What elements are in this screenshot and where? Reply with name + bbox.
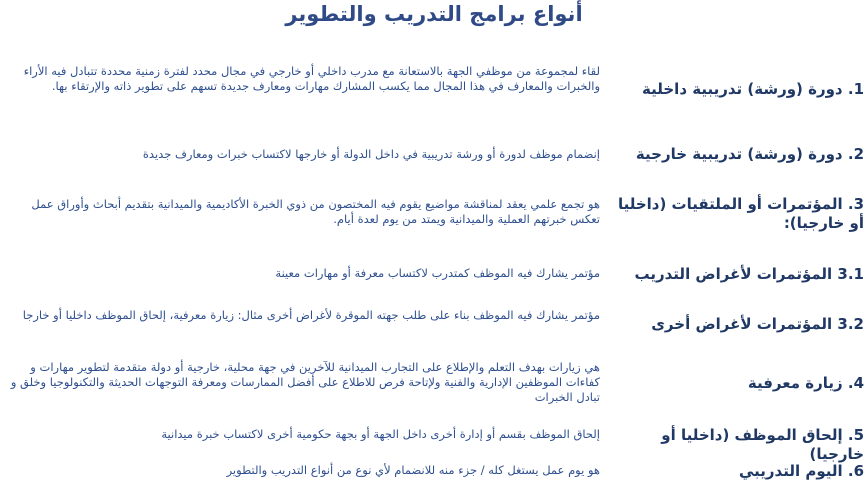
item-description: مؤتمر يشارك فيه الموظف كمتدرب لاكتساب معرفة أو مهارات معينة (275, 266, 600, 280)
item-description: لقاء لمجموعة من موظفي الجهة بالاستعانة مع مدرب داخلي أو خارجي في مجال محدد لفترة زمنية محددة تتبادل فيه الأراء والخبرات والمعارف في هذا المجال مما يكسب المشارك مهارات ومعارف جديدة تسهم على تطوير ذاته والإرتقاء بها. (23, 64, 600, 93)
item-term: 4. زيارة معرفية (747, 374, 864, 392)
item-term: 6. اليوم التدريبي (738, 462, 864, 480)
item-term: 5. إلحاق الموظف (داخليا أو خارجيا) (661, 426, 864, 463)
item-term: 1. دورة (ورشة) تدريبية داخلية (642, 80, 864, 98)
item-term: 3. المؤتمرات أو الملتقيات (داخليا أو خارجيا): (617, 195, 864, 232)
item-term: 2. دورة (ورشة) تدريبية خارجية (635, 145, 864, 163)
item-description: هو تجمع علمي يعقد لمناقشة مواضيع يقوم فيه المختصون من ذوي الخبرة الأكاديمية والميدانية بتقديم أبحاث وأوراق عمل تعكس خبرتهم العملية والميدانية ويمتد من يوم لعدة أيام. (31, 197, 600, 226)
item-description: هي زيارات بهدف التعلم والإطلاع على التجارب الميدانية للآخرين في جهة محلية، خارجية أو دولة متقدمة لتطوير مهارات و كفاءات الموظفين الإدارية والفنية ولإتاحة فرص للاطلاع على أفضل الممارسات ومعرفة التوجهات الحديثة والتكنولوجيا وخلق و تبادل الخبرات (10, 360, 600, 404)
item-description: إلحاق الموظف بقسم أو إدارة أخرى داخل الجهة أو بجهة حكومية أخرى لاكتساب خبرة ميدانية (161, 427, 600, 441)
item-description: مؤتمر يشارك فيه الموظف بناء على طلب جهته الموقرة لأغراض أخرى مثال: زيارة معرفية، إلحاق الموظف داخليا أو خارجا (22, 308, 600, 322)
page-title: أنواع برامج التدريب والتطوير (285, 2, 583, 26)
item-description: هو يوم عمل يستغل كله / جزء منه للانضمام لأي نوع من أنواع التدريب والتطوير (226, 463, 600, 477)
item-term: 3.1 المؤتمرات لأغراض التدريب (634, 265, 864, 283)
item-description: إنضمام موظف لدورة أو ورشة تدريبية في داخل الدولة أو خارجها لاكتساب خبرات ومعارف جديدة (142, 147, 600, 161)
item-term: 3.2 المؤتمرات لأغراض أخرى (651, 315, 864, 333)
